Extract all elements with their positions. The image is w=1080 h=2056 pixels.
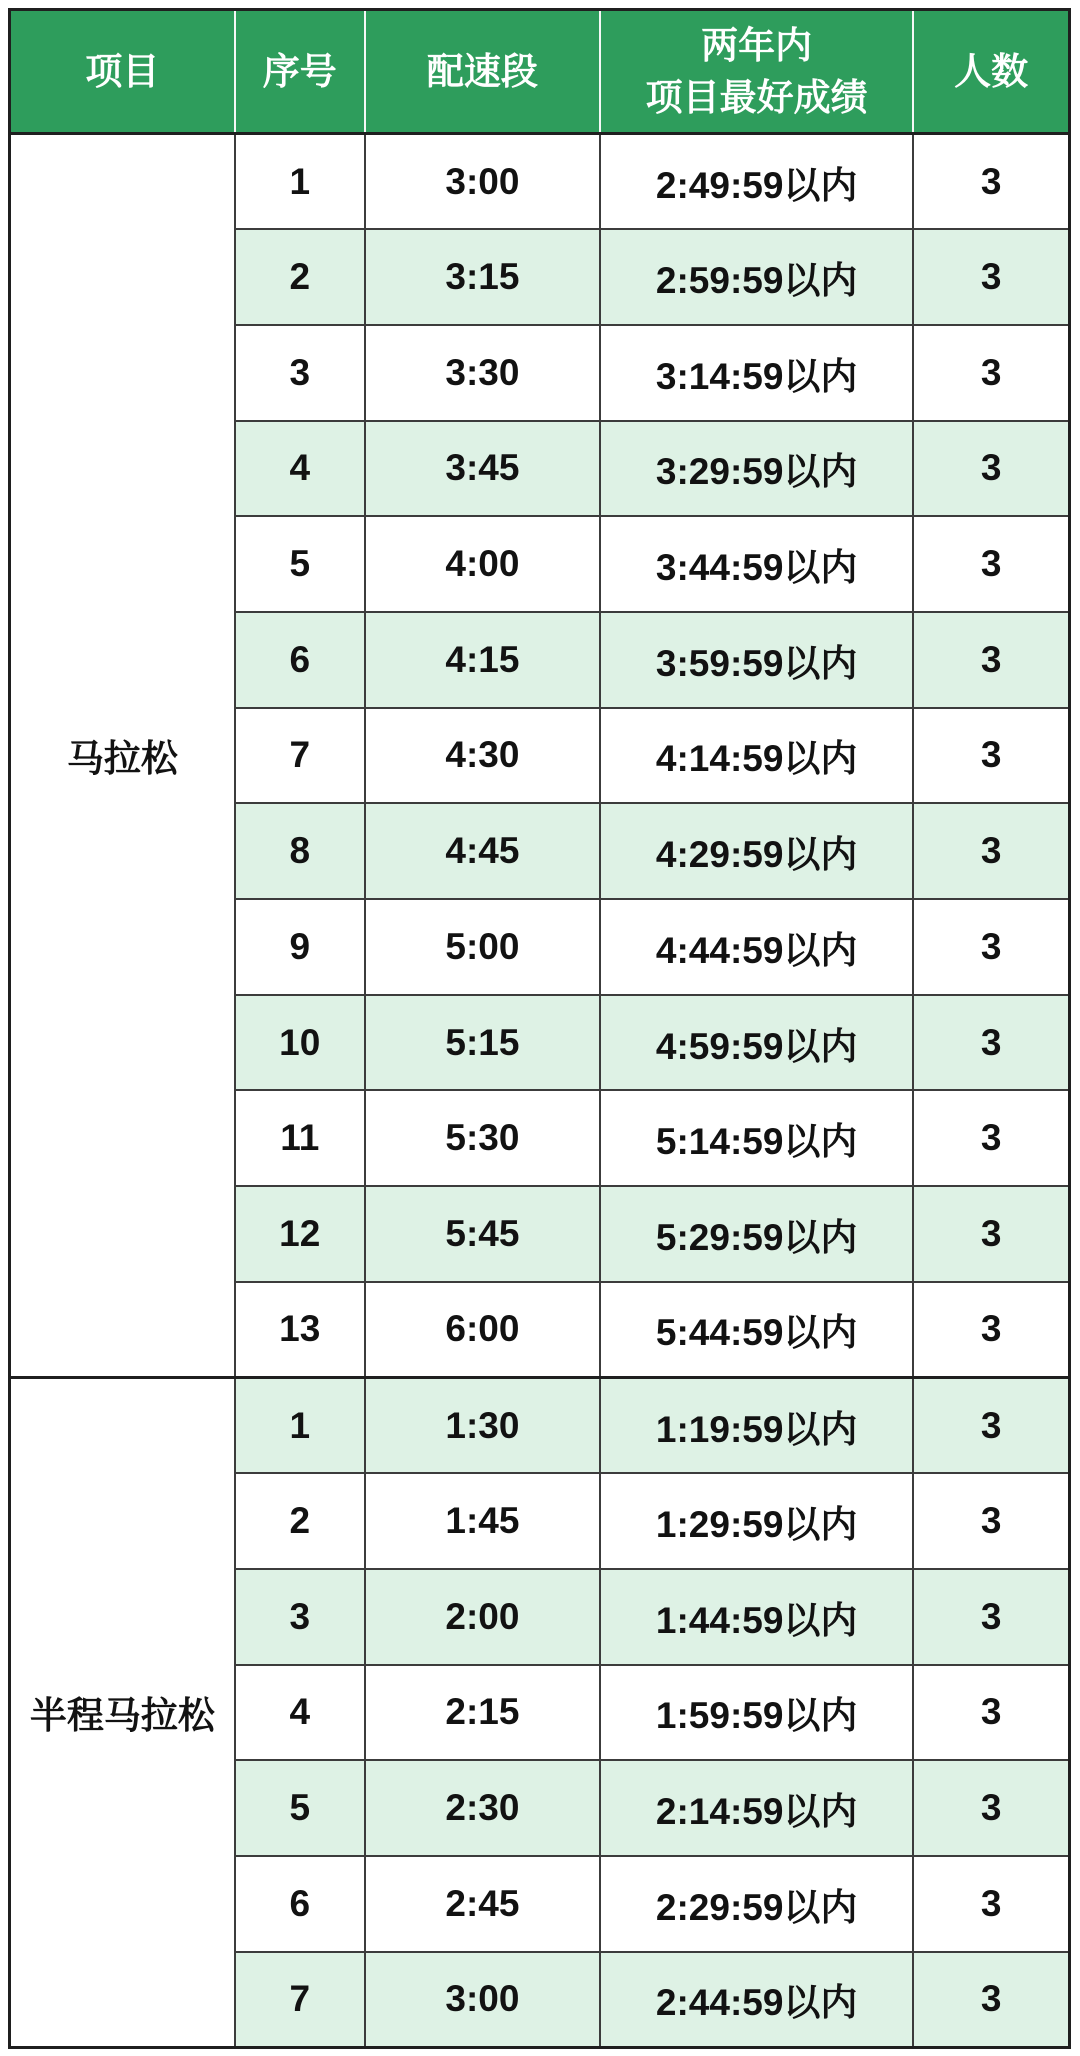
count-cell: 3 bbox=[913, 1665, 1069, 1761]
pace-cell: 1:45 bbox=[365, 1473, 600, 1569]
header-best-line2: 项目最好成绩 bbox=[645, 76, 868, 118]
pace-cell: 6:00 bbox=[365, 1282, 600, 1378]
count-cell: 3 bbox=[913, 995, 1069, 1091]
count-cell: 3 bbox=[913, 1282, 1069, 1378]
count-cell: 3 bbox=[913, 1760, 1069, 1856]
index-cell: 2 bbox=[235, 1473, 365, 1569]
table-row bbox=[10, 134, 1070, 230]
count-cell: 3 bbox=[913, 1952, 1069, 2048]
best-result-cell: 4:14:59以内 bbox=[600, 708, 913, 804]
index-cell: 2 bbox=[235, 229, 365, 325]
table-row bbox=[10, 1377, 1070, 1473]
index-cell: 5 bbox=[235, 1760, 365, 1856]
project-cell: 马拉松 bbox=[10, 134, 235, 1378]
index-cell: 4 bbox=[235, 1665, 365, 1761]
best-result-cell: 1:59:59以内 bbox=[600, 1665, 913, 1761]
count-cell: 3 bbox=[913, 229, 1069, 325]
index-cell: 6 bbox=[235, 1856, 365, 1952]
index-cell: 9 bbox=[235, 899, 365, 995]
best-result-cell: 3:14:59以内 bbox=[600, 325, 913, 421]
index-cell: 11 bbox=[235, 1090, 365, 1186]
pace-cell: 3:30 bbox=[365, 325, 600, 421]
best-result-cell: 4:29:59以内 bbox=[600, 803, 913, 899]
index-cell: 13 bbox=[235, 1282, 365, 1378]
best-result-cell: 1:29:59以内 bbox=[600, 1473, 913, 1569]
index-cell: 3 bbox=[235, 325, 365, 421]
best-result-cell: 3:44:59以内 bbox=[600, 516, 913, 612]
count-cell: 3 bbox=[913, 612, 1069, 708]
table-body bbox=[10, 134, 1070, 2048]
pace-qualification-table bbox=[8, 8, 1071, 2049]
best-result-cell: 3:29:59以内 bbox=[600, 421, 913, 517]
best-result-cell: 2:14:59以内 bbox=[600, 1760, 913, 1856]
count-cell: 3 bbox=[913, 1569, 1069, 1665]
best-result-cell: 5:14:59以内 bbox=[600, 1090, 913, 1186]
header-row bbox=[10, 10, 1070, 134]
count-cell: 3 bbox=[913, 1473, 1069, 1569]
index-cell: 5 bbox=[235, 516, 365, 612]
table-header bbox=[10, 10, 1070, 134]
index-cell: 10 bbox=[235, 995, 365, 1091]
count-cell: 3 bbox=[913, 899, 1069, 995]
index-cell: 1 bbox=[235, 1377, 365, 1473]
best-result-cell: 3:59:59以内 bbox=[600, 612, 913, 708]
header-index: 序号 bbox=[235, 10, 365, 134]
pace-cell: 5:30 bbox=[365, 1090, 600, 1186]
pace-cell: 3:45 bbox=[365, 421, 600, 517]
best-result-cell: 4:44:59以内 bbox=[600, 899, 913, 995]
count-cell: 3 bbox=[913, 708, 1069, 804]
best-result-cell: 2:49:59以内 bbox=[600, 134, 913, 230]
pace-cell: 2:15 bbox=[365, 1665, 600, 1761]
pace-cell: 4:00 bbox=[365, 516, 600, 612]
index-cell: 8 bbox=[235, 803, 365, 899]
index-cell: 1 bbox=[235, 134, 365, 230]
pace-cell: 3:00 bbox=[365, 134, 600, 230]
pace-cell: 4:30 bbox=[365, 708, 600, 804]
count-cell: 3 bbox=[913, 421, 1069, 517]
best-result-cell: 2:59:59以内 bbox=[600, 229, 913, 325]
index-cell: 4 bbox=[235, 421, 365, 517]
index-cell: 6 bbox=[235, 612, 365, 708]
pace-cell: 5:45 bbox=[365, 1186, 600, 1282]
pace-cell: 2:45 bbox=[365, 1856, 600, 1952]
pace-cell: 5:15 bbox=[365, 995, 600, 1091]
pace-cell: 4:45 bbox=[365, 803, 600, 899]
count-cell: 3 bbox=[913, 1377, 1069, 1473]
header-best bbox=[600, 10, 913, 134]
best-result-cell: 4:59:59以内 bbox=[600, 995, 913, 1091]
index-cell: 7 bbox=[235, 708, 365, 804]
header-count: 人数 bbox=[913, 10, 1069, 134]
count-cell: 3 bbox=[913, 134, 1069, 230]
best-result-cell: 1:44:59以内 bbox=[600, 1569, 913, 1665]
count-cell: 3 bbox=[913, 1090, 1069, 1186]
pace-cell: 1:30 bbox=[365, 1377, 600, 1473]
index-cell: 3 bbox=[235, 1569, 365, 1665]
index-cell: 7 bbox=[235, 1952, 365, 2048]
count-cell: 3 bbox=[913, 516, 1069, 612]
count-cell: 3 bbox=[913, 1186, 1069, 1282]
pace-cell: 5:00 bbox=[365, 899, 600, 995]
header-project: 项目 bbox=[10, 10, 235, 134]
best-result-cell: 2:29:59以内 bbox=[600, 1856, 913, 1952]
best-result-cell: 5:44:59以内 bbox=[600, 1282, 913, 1378]
count-cell: 3 bbox=[913, 325, 1069, 421]
header-pace: 配速段 bbox=[365, 10, 600, 134]
best-result-cell: 5:29:59以内 bbox=[600, 1186, 913, 1282]
count-cell: 3 bbox=[913, 803, 1069, 899]
pace-cell: 4:15 bbox=[365, 612, 600, 708]
best-result-cell: 1:19:59以内 bbox=[600, 1377, 913, 1473]
pace-cell: 2:00 bbox=[365, 1569, 600, 1665]
pace-cell: 2:30 bbox=[365, 1760, 600, 1856]
count-cell: 3 bbox=[913, 1856, 1069, 1952]
project-cell: 半程马拉松 bbox=[10, 1377, 235, 2047]
header-best-line1: 两年内 bbox=[701, 24, 813, 66]
best-result-cell: 2:44:59以内 bbox=[600, 1952, 913, 2048]
pace-cell: 3:00 bbox=[365, 1952, 600, 2048]
index-cell: 12 bbox=[235, 1186, 365, 1282]
pace-cell: 3:15 bbox=[365, 229, 600, 325]
